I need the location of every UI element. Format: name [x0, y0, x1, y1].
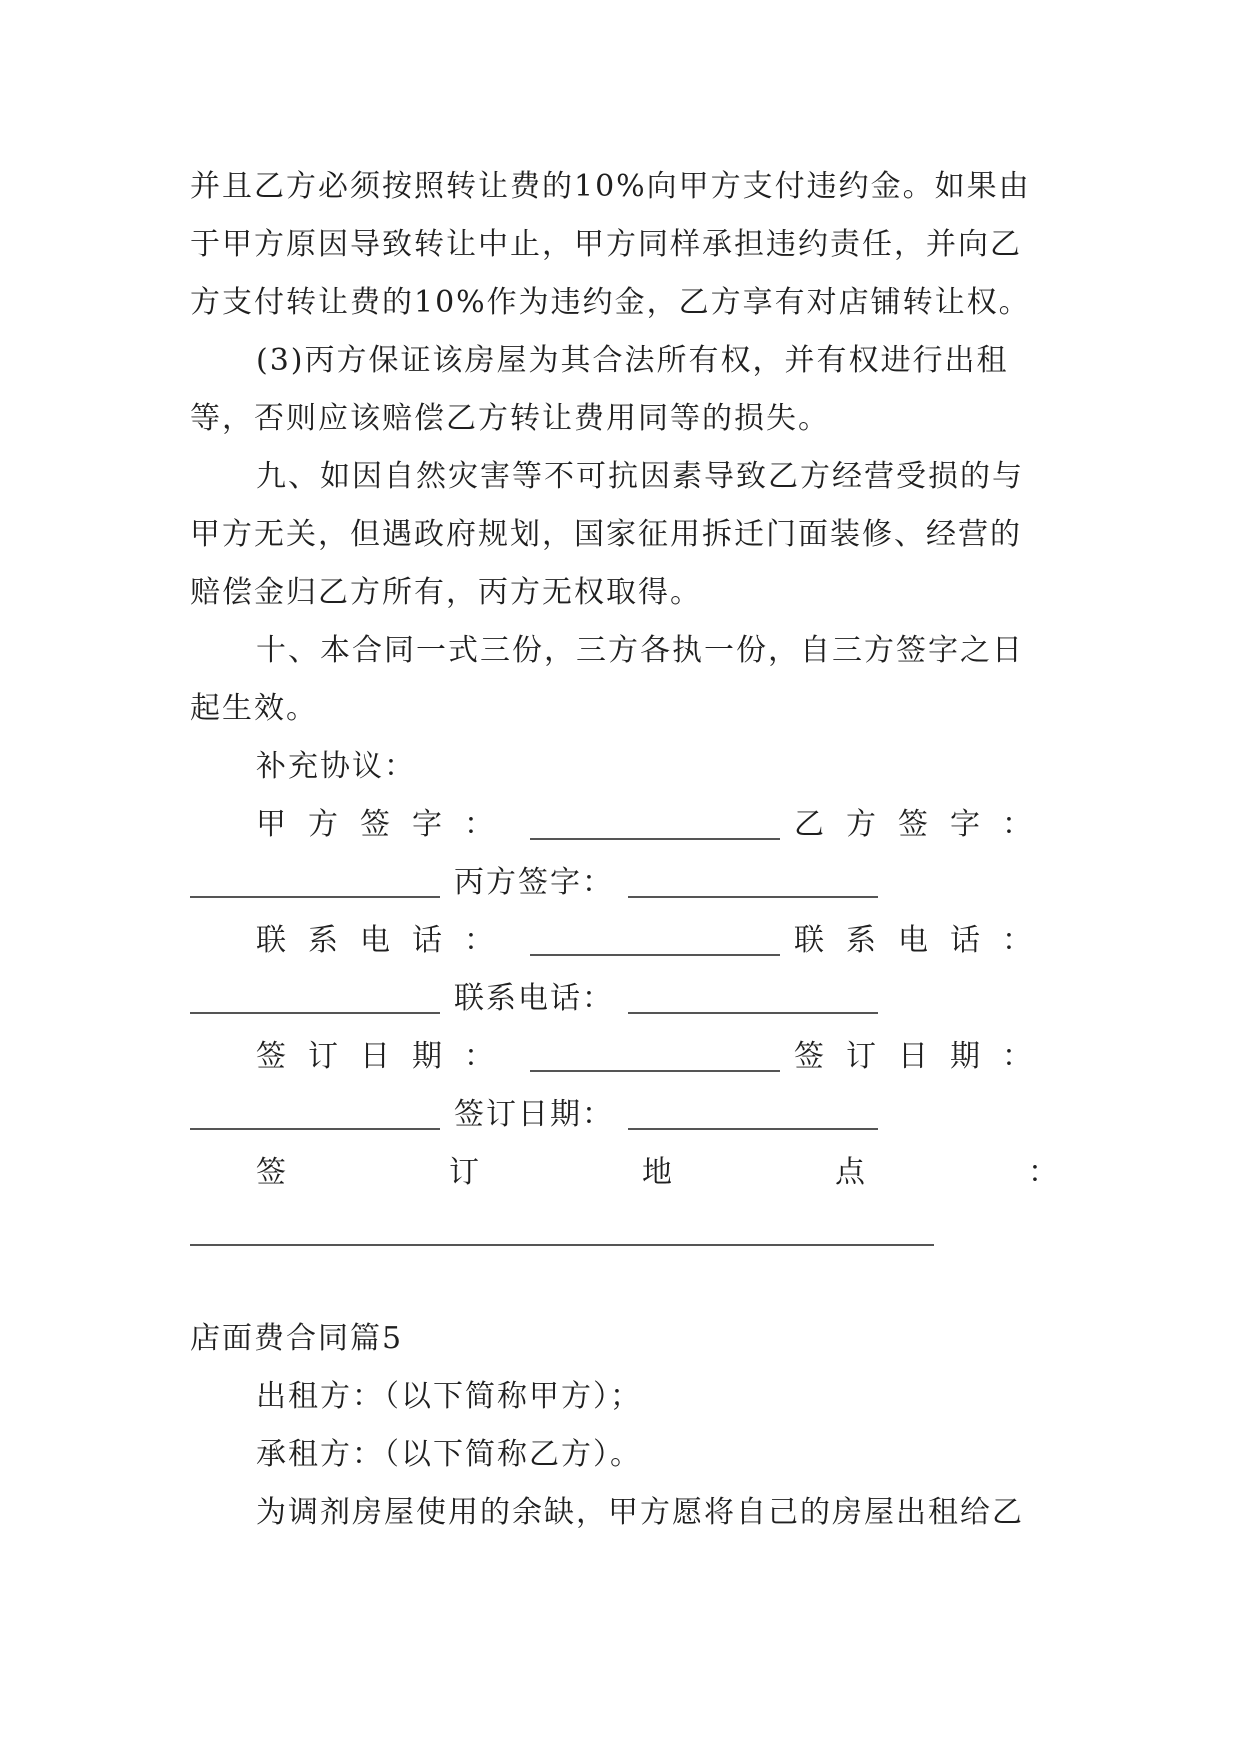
place-char: ： — [1028, 1155, 1060, 1190]
paragraph-line: (3)丙方保证该房屋为其合法所有权，并有权进行出租 — [256, 343, 1009, 378]
party-c-phone-blank — [628, 1012, 878, 1014]
party-b-date-label: 签订日期： — [794, 1039, 1054, 1074]
signature-row-c — [190, 854, 1060, 912]
lessor-line: 出租方：（以下简称甲方）； — [256, 1379, 642, 1414]
party-b-sign-blank — [190, 896, 440, 898]
party-a-phone-label: 联系电话： — [256, 923, 516, 958]
paragraph-line: 于甲方原因导致转让中止，甲方同样承担违约责任，并向乙 — [190, 227, 1022, 262]
party-c-date-blank — [628, 1128, 878, 1130]
paragraph-line: 并且乙方必须按照转让费的10%向甲方支付违约金。如果由 — [190, 169, 1031, 204]
party-a-phone-blank — [530, 954, 780, 956]
party-a-sign-blank — [530, 838, 780, 840]
party-c-date-label: 签订日期： — [454, 1097, 614, 1132]
party-c-phone-label: 联系电话： — [454, 981, 614, 1016]
signing-place-row — [256, 1144, 1060, 1202]
party-b-date-blank — [190, 1128, 440, 1130]
supplementary-agreement-label: 补充协议： — [256, 749, 416, 784]
party-b-sign-label: 乙方签字： — [794, 807, 1054, 842]
party-b-phone-label: 联系电话： — [794, 923, 1054, 958]
party-c-sign-label: 丙方签字： — [454, 865, 614, 900]
paragraph-line: 甲方无关，但遇政府规划，国家征用拆迁门面装修、经营的 — [190, 517, 1022, 552]
section-heading: 店面费合同篇5 — [190, 1321, 404, 1356]
party-a-date-blank — [530, 1070, 780, 1072]
phone-row-c — [190, 970, 1060, 1028]
paragraph-line: 九、如因自然灾害等不可抗因素导致乙方经营受损的与 — [256, 459, 1024, 494]
date-row-c — [190, 1086, 1060, 1144]
party-b-phone-blank — [190, 1012, 440, 1014]
phone-row-ab — [256, 912, 1060, 970]
place-char: 地 — [642, 1155, 674, 1190]
paragraph-line: 起生效。 — [190, 691, 318, 726]
signing-place-blank — [190, 1244, 934, 1246]
paragraph-line: 十、本合同一式三份，三方各执一份，自三方签字之日 — [256, 633, 1024, 668]
place-char: 订 — [449, 1155, 481, 1190]
paragraph-line: 方支付转让费的10%作为违约金，乙方享有对店铺转让权。 — [190, 285, 1031, 320]
lessee-line: 承租方：（以下简称乙方）。 — [256, 1437, 642, 1472]
place-char: 点 — [835, 1155, 867, 1190]
place-char: 签 — [256, 1155, 288, 1190]
date-row-ab — [256, 1028, 1060, 1086]
paragraph-line: 赔偿金归乙方所有，丙方无权取得。 — [190, 575, 702, 610]
intro-line: 为调剂房屋使用的余缺，甲方愿将自己的房屋出租给乙 — [256, 1495, 1024, 1530]
party-a-sign-label: 甲方签字： — [256, 807, 516, 842]
paragraph-line: 等，否则应该赔偿乙方转让费用同等的损失。 — [190, 401, 830, 436]
party-a-date-label: 签订日期： — [256, 1039, 516, 1074]
signing-place-blank-wrap — [190, 1231, 934, 1250]
document-page — [190, 0, 1060, 1754]
signature-row-ab — [256, 796, 1060, 854]
party-c-sign-blank — [628, 896, 878, 898]
